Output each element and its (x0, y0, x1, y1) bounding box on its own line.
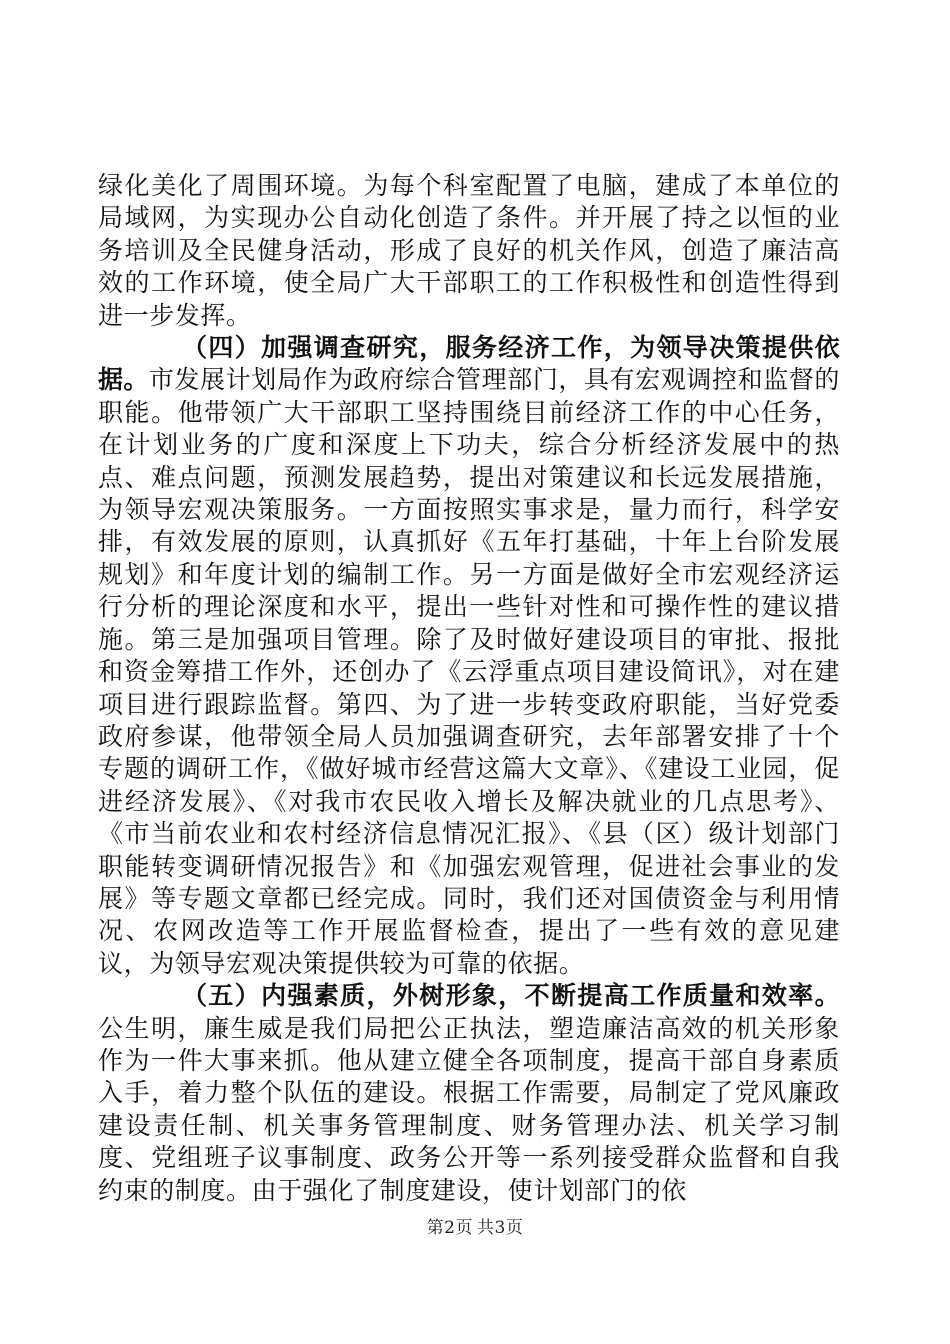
section-heading-four: （四）加强调查研究，服务经济工作，为领导决策提供依据。 (98, 333, 840, 395)
paragraph-text: 市发展计划局作为政府综合管理部门，具有宏观调控和监督的职能。他带领广大干部职工坚持围绕目前经济工作的中心任务，在计划业务的广度和深度上下功夫，综合分析经济发展中的热点、难点问题，预测发展趋势，提出对策建议和长远发展措施，为领导宏观决策服务。一方面按照实事求是，量力而行，科学安排，有效发展的原则，认真抓好《五年打基础，十年上台阶发展规划》和年度计划的编制工作。另一方面是做好全市宏观经济运行分析的理论深度和水平，提出一些针对性和可操作性的建议措施。第三是加强项目管理。除了及时做好建设项目的审批、报批和资金筹措工作外，还创办了《云浮重点项目建设简讯》，对在建项目进行跟踪监督。第四、为了进一步转变政府职能，当好党委政府参谋，他带领全局人员加强调查研究，去年部署安排了十个专题的调研工作，《做好城市经营这篇大文章》、《建设工业园，促进经济发展》、《对我市农民收入增长及解决就业的几点思考》、《市当前农业和农村经济信息情况汇报》、《县（区）级计划部门职能转变调研情况报告》和《加强宏观管理，促进社会事业的发展》等专题文章都已经完成。同时，我们还对国债资金与利用情况、农网改造等工作开展监督检查，提出了一些有效的意见建议，为领导宏观决策提供较为可靠的依据。 (98, 365, 841, 978)
paragraph-section-five (98, 980, 840, 1207)
page-number: 第2页 (426, 1218, 473, 1238)
section-heading-five: （五）内强素质，外树形象，不断提高工作质量和效率。 (182, 981, 840, 1011)
document-body (98, 170, 840, 1207)
paragraph-section-four (98, 332, 840, 980)
paragraph-text: 绿化美化了周围环境。为每个科室配置了电脑，建成了本单位的局域网，为实现办公自动化创造了条件。并开展了持之以恒的业务培训及全民健身活动，形成了良好的机关作风，创造了廉洁高效的工作环境，使全局广大干部职工的工作积极性和创造性得到进一步发挥。 (98, 171, 840, 330)
paragraph-text: 公生明，廉生威是我们局把公正执法，塑造廉洁高效的机关形象作为一件大事来抓。他从建立健全各项制度，提高干部自身素质入手，着力整个队伍的建设。根据工作需要，局制定了党风廉政建设责任制、机关事务管理制度、财务管理办法、机关学习制度、党组班子议事制度、政务公开等一系列接受群众监督和自我约束的制度。由于强化了制度建设，使计划部门的依 (98, 1013, 840, 1205)
total-pages: 共3页 (477, 1218, 524, 1238)
page-footer (0, 1213, 950, 1238)
paragraph-continuation (98, 170, 840, 332)
